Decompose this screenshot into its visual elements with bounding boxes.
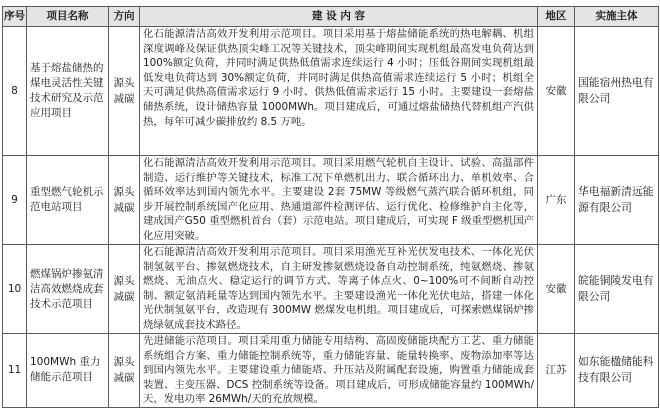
project-content: 化石能源清洁高效开发利用示范项目。项目采用渔光互补光伏发电技术、一体化光伏制氢氨平台、掺氨燃烧技术，自主研发掺氨燃烧设备自动控制系统，纯氨燃烧、掺氨燃烧、无油点火、稳定运行的调节方式、等离子体点火、0~100%可不间断自动控制、额定氨消耗量等达到国内领先水平。主要建设渔光一体化光伏电站，搭建一体化光伏制氢氨平台，改造现有 300MW 燃煤发电机组。项目建成后，可探索燃煤锅炉掺烧绿氨成套技术路径。 xyxy=(140,245,538,334)
header-entity: 实施主体 xyxy=(575,7,659,27)
project-region: 江苏 xyxy=(538,334,575,408)
table-row xyxy=(3,156,659,245)
row-number: 11 xyxy=(3,334,27,408)
project-region: 安徽 xyxy=(538,245,575,334)
table-row xyxy=(3,27,659,156)
project-name: 重型燃气轮机示范电站项目 xyxy=(27,156,109,245)
project-direction: 源头减碳 xyxy=(109,334,140,408)
project-direction: 源头减碳 xyxy=(109,27,140,156)
header-direction: 方向 xyxy=(109,7,140,27)
project-name: 100MWh 重力储能示范项目 xyxy=(27,334,109,408)
row-number: 8 xyxy=(3,27,27,156)
project-table xyxy=(2,6,659,408)
project-region: 安徽 xyxy=(538,27,575,156)
row-number: 10 xyxy=(3,245,27,334)
row-number: 9 xyxy=(3,156,27,245)
header-region: 地区 xyxy=(538,7,575,27)
project-region: 广东 xyxy=(538,156,575,245)
header-name: 项目名称 xyxy=(27,7,109,27)
project-content: 先进储能示范项目。项目采用重力储能专用结构、高固废储能块配方工艺、重力储能系统组合方案、重力储能控制系统等，重力储能容量、能量转换率、废物添加率等达到国内领先水平。主要建设重力储能塔、升压站及附属配套设施，购置重力储能成套装置、主变压器、DCS 控制系统等设备。项目建成后，可形成储能容量约 100MWh/天，发电功率 26MWh/天的充放规模。 xyxy=(140,334,538,408)
table-row xyxy=(3,245,659,334)
table-header-row xyxy=(3,7,659,27)
table-row xyxy=(3,334,659,408)
project-name: 燃煤锅炉掺氨清洁高效燃烧成套技术示范项目 xyxy=(27,245,109,334)
project-entity: 国能宿州热电有限公司 xyxy=(575,27,659,156)
project-content: 化石能源清洁高效开发利用示范项目。项目采用基于熔盐储能系统的热电解耦、机组深度调峰及保证供热顶尖峰工况等关键技术，顶尖峰期间实现机组最高发电负荷达到 100%额定负荷，并同时满足供热低值需求连续运行 4 小时；压低谷期间实现机组最低发电负荷达到 30%额定负荷，并同时满足供热高值需求连续运行 5 小时；机组全天可满足供热高值需求运行 9 小时、供热低值需求运行 15 小时。主要建设一套熔盐储热系统，设计储热容量 1000MWh。项目建成后，可通过熔盐储热代替机组产汽供热，每年可减少碳排放约 8.5 万吨。 xyxy=(140,27,538,156)
project-name: 基于熔盐储热的煤电灵活性关键技术研究及示范应用项目 xyxy=(27,27,109,156)
header-no: 序号 xyxy=(3,7,27,27)
project-direction: 源头减碳 xyxy=(109,156,140,245)
project-entity: 如东能楹储能科技有限公司 xyxy=(575,334,659,408)
project-content: 化石能源清洁高效开发利用示范项目。项目采用燃气轮机自主设计、试验、高温部件制造、运行维护等关键技术，标准工况下单燃机出力、联合循环出力、单机效率、合循环效率达到国内领先水平。主要建设 2套 75MW 等级燃气蒸汽联合循环机组，同步开展控制系统国产化应用、热通道部件检测评估、运行优化、检修维护自主化等，建成国产G50 重型燃机首台（套）示范电站。项目建成后，可实现 F 级重型燃机国产化应用突破。 xyxy=(140,156,538,245)
project-entity: 华电福新清远能源有限公司 xyxy=(575,156,659,245)
project-entity: 皖能铜陵发电有限公司 xyxy=(575,245,659,334)
project-direction: 源头减碳 xyxy=(109,245,140,334)
header-content: 建 设 内 容 xyxy=(140,7,538,27)
